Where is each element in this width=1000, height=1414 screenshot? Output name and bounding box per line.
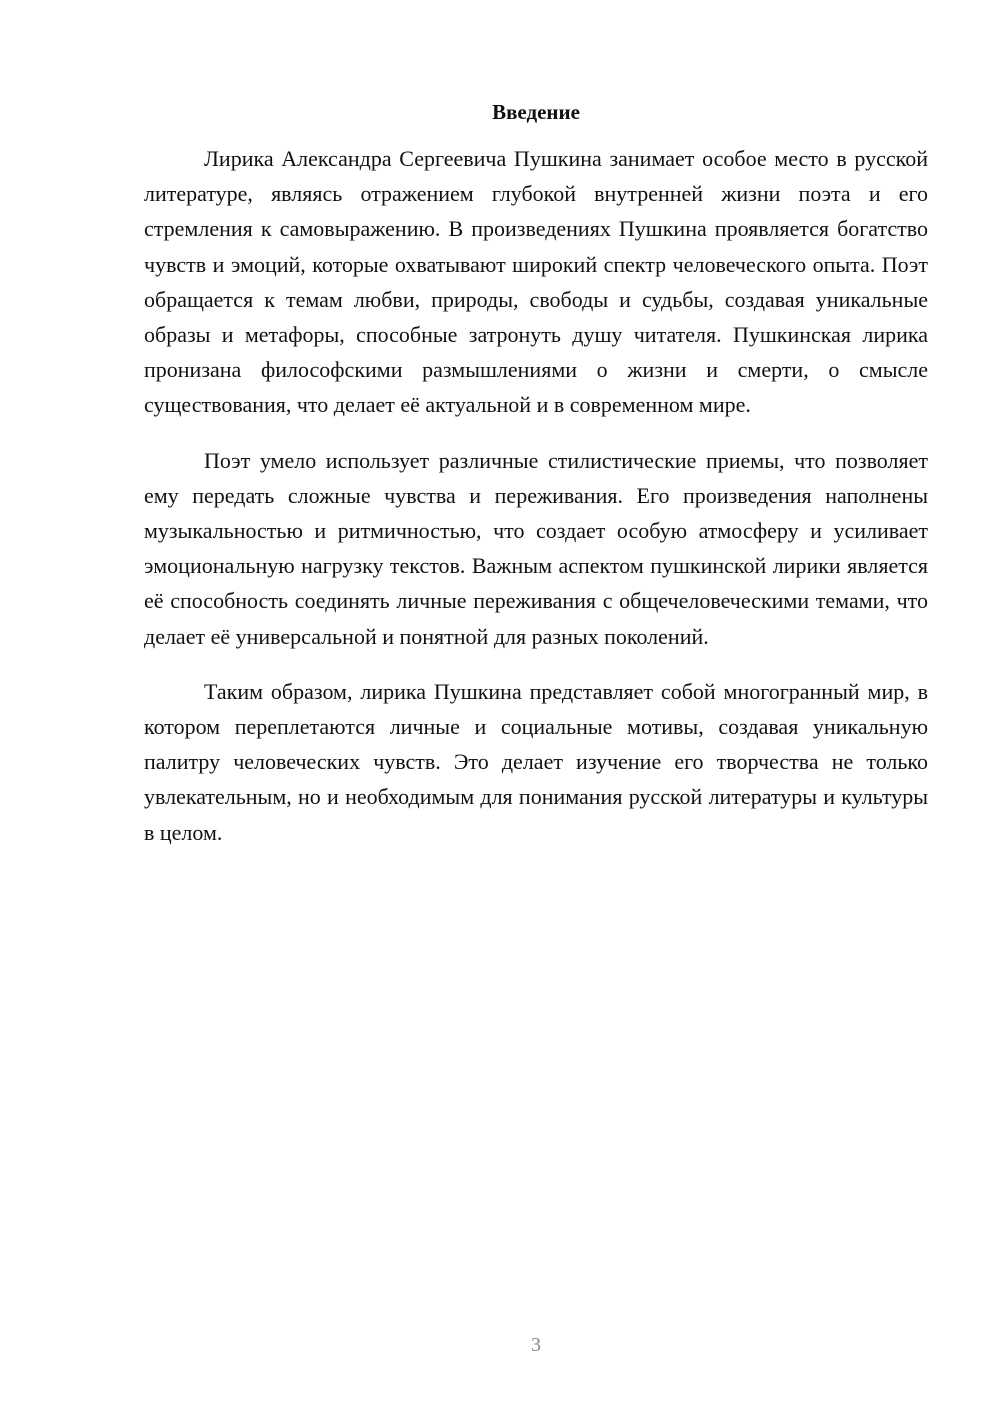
paragraph-1: Лирика Александра Сергеевича Пушкина занимает особое место в русской литературе, являясь отражением глубокой внутренней жизни поэта и его стремления к самовыражению. В произведениях Пушкина проявляется богатство чувств и эмоций, которые охватывают широкий спектр человеческого опыта. Поэт обращается к темам любви, природы, свободы и судьбы, создавая уникальные образы и метафоры, способные затронуть душу читателя. Пушкинская лирика пронизана философскими размышлениями о жизни и смерти, о смысле существования, что делает её актуальной и в современном мире. xyxy=(144,146,928,418)
section-title: Введение xyxy=(492,100,580,124)
page-number: 3 xyxy=(531,1334,541,1356)
paragraph-2: Поэт умело использует различные стилистические приемы, что позволяет ему передать сложные чувства и переживания. Его произведения наполнены музыкальностью и ритмичностью, что создает особую атмосферу и усиливает эмоциональную нагрузку текстов. Важным аспектом пушкинской лирики является её способность соединять личные переживания с общечеловеческими темами, что делает её универсальной и понятной для разных поколений. xyxy=(144,447,928,649)
body-text xyxy=(144,141,928,870)
paragraph-3: Таким образом, лирика Пушкина представляет собой многогранный мир, в котором переплетаются личные и социальные мотивы, создавая уникальную палитру человеческих чувств. Это делает изучение его творчества не только увлекательным, но и необходимым для понимания русской литературы и культуры в целом. xyxy=(144,678,928,845)
